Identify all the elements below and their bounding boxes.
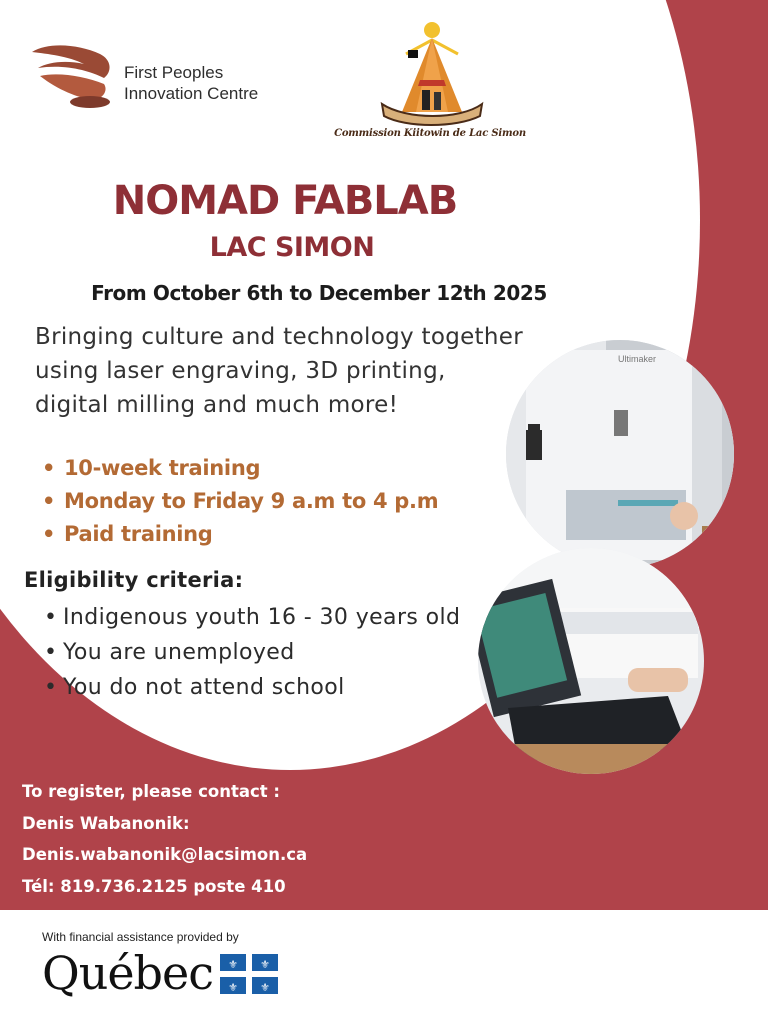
svg-text:⚜: ⚜	[228, 958, 238, 971]
financial-assistance-text: With financial assistance provided by	[42, 930, 239, 944]
eligibility-heading: Eligibility criteria:	[24, 568, 244, 592]
teepee-logo-icon	[376, 20, 488, 130]
printer-illustration	[506, 340, 734, 568]
list-item: • Indigenous youth 16 - 30 years old	[44, 600, 460, 635]
contact-name: Denis Wabanonik:	[22, 813, 190, 833]
fpic-name-line1: First Peoples	[124, 63, 224, 82]
fpic-name-line2: Innovation Centre	[124, 84, 259, 103]
highlights-list	[42, 452, 438, 551]
contact-block	[22, 776, 307, 902]
quebec-wordmark: Québec	[42, 946, 213, 1000]
tagline: Bringing culture and technology together using laser engraving, 3D printing, digital milling and much more!	[35, 324, 523, 418]
feather-icon	[28, 42, 113, 110]
fpic-name	[124, 62, 258, 104]
quebec-flag-icon	[220, 954, 278, 994]
laptop-photo	[478, 548, 704, 774]
program-dates: From October 6th to December 12th 2025	[91, 281, 547, 305]
contact-phone[interactable]: Tél: 819.736.2125 poste 410	[22, 876, 286, 896]
printer-brand-label: Ultimaker	[618, 354, 657, 364]
list-item: • Monday to Friday 9 a.m to 4 p.m	[42, 485, 438, 518]
svg-text:⚜: ⚜	[260, 981, 270, 994]
list-item: • 10-week training	[42, 452, 438, 485]
list-item: • You are unemployed	[44, 635, 460, 670]
commission-name: Commission Kiitowin de Lac Simon	[334, 128, 526, 139]
printer-photo	[506, 340, 734, 568]
contact-email[interactable]: Denis.wabanonik@lacsimon.ca	[22, 845, 308, 864]
laptop-illustration	[478, 548, 704, 774]
eligibility-list	[44, 600, 460, 705]
footer	[0, 910, 768, 1024]
contact-intro: To register, please contact :	[22, 782, 281, 801]
list-item: • You do not attend school	[44, 670, 460, 705]
svg-text:⚜: ⚜	[260, 958, 270, 971]
list-item: • Paid training	[42, 518, 438, 551]
page-title: NOMAD FABLAB	[112, 178, 458, 224]
page-subtitle: LAC SIMON	[209, 232, 375, 263]
svg-text:⚜: ⚜	[228, 981, 238, 994]
fpic-logo	[28, 42, 288, 112]
